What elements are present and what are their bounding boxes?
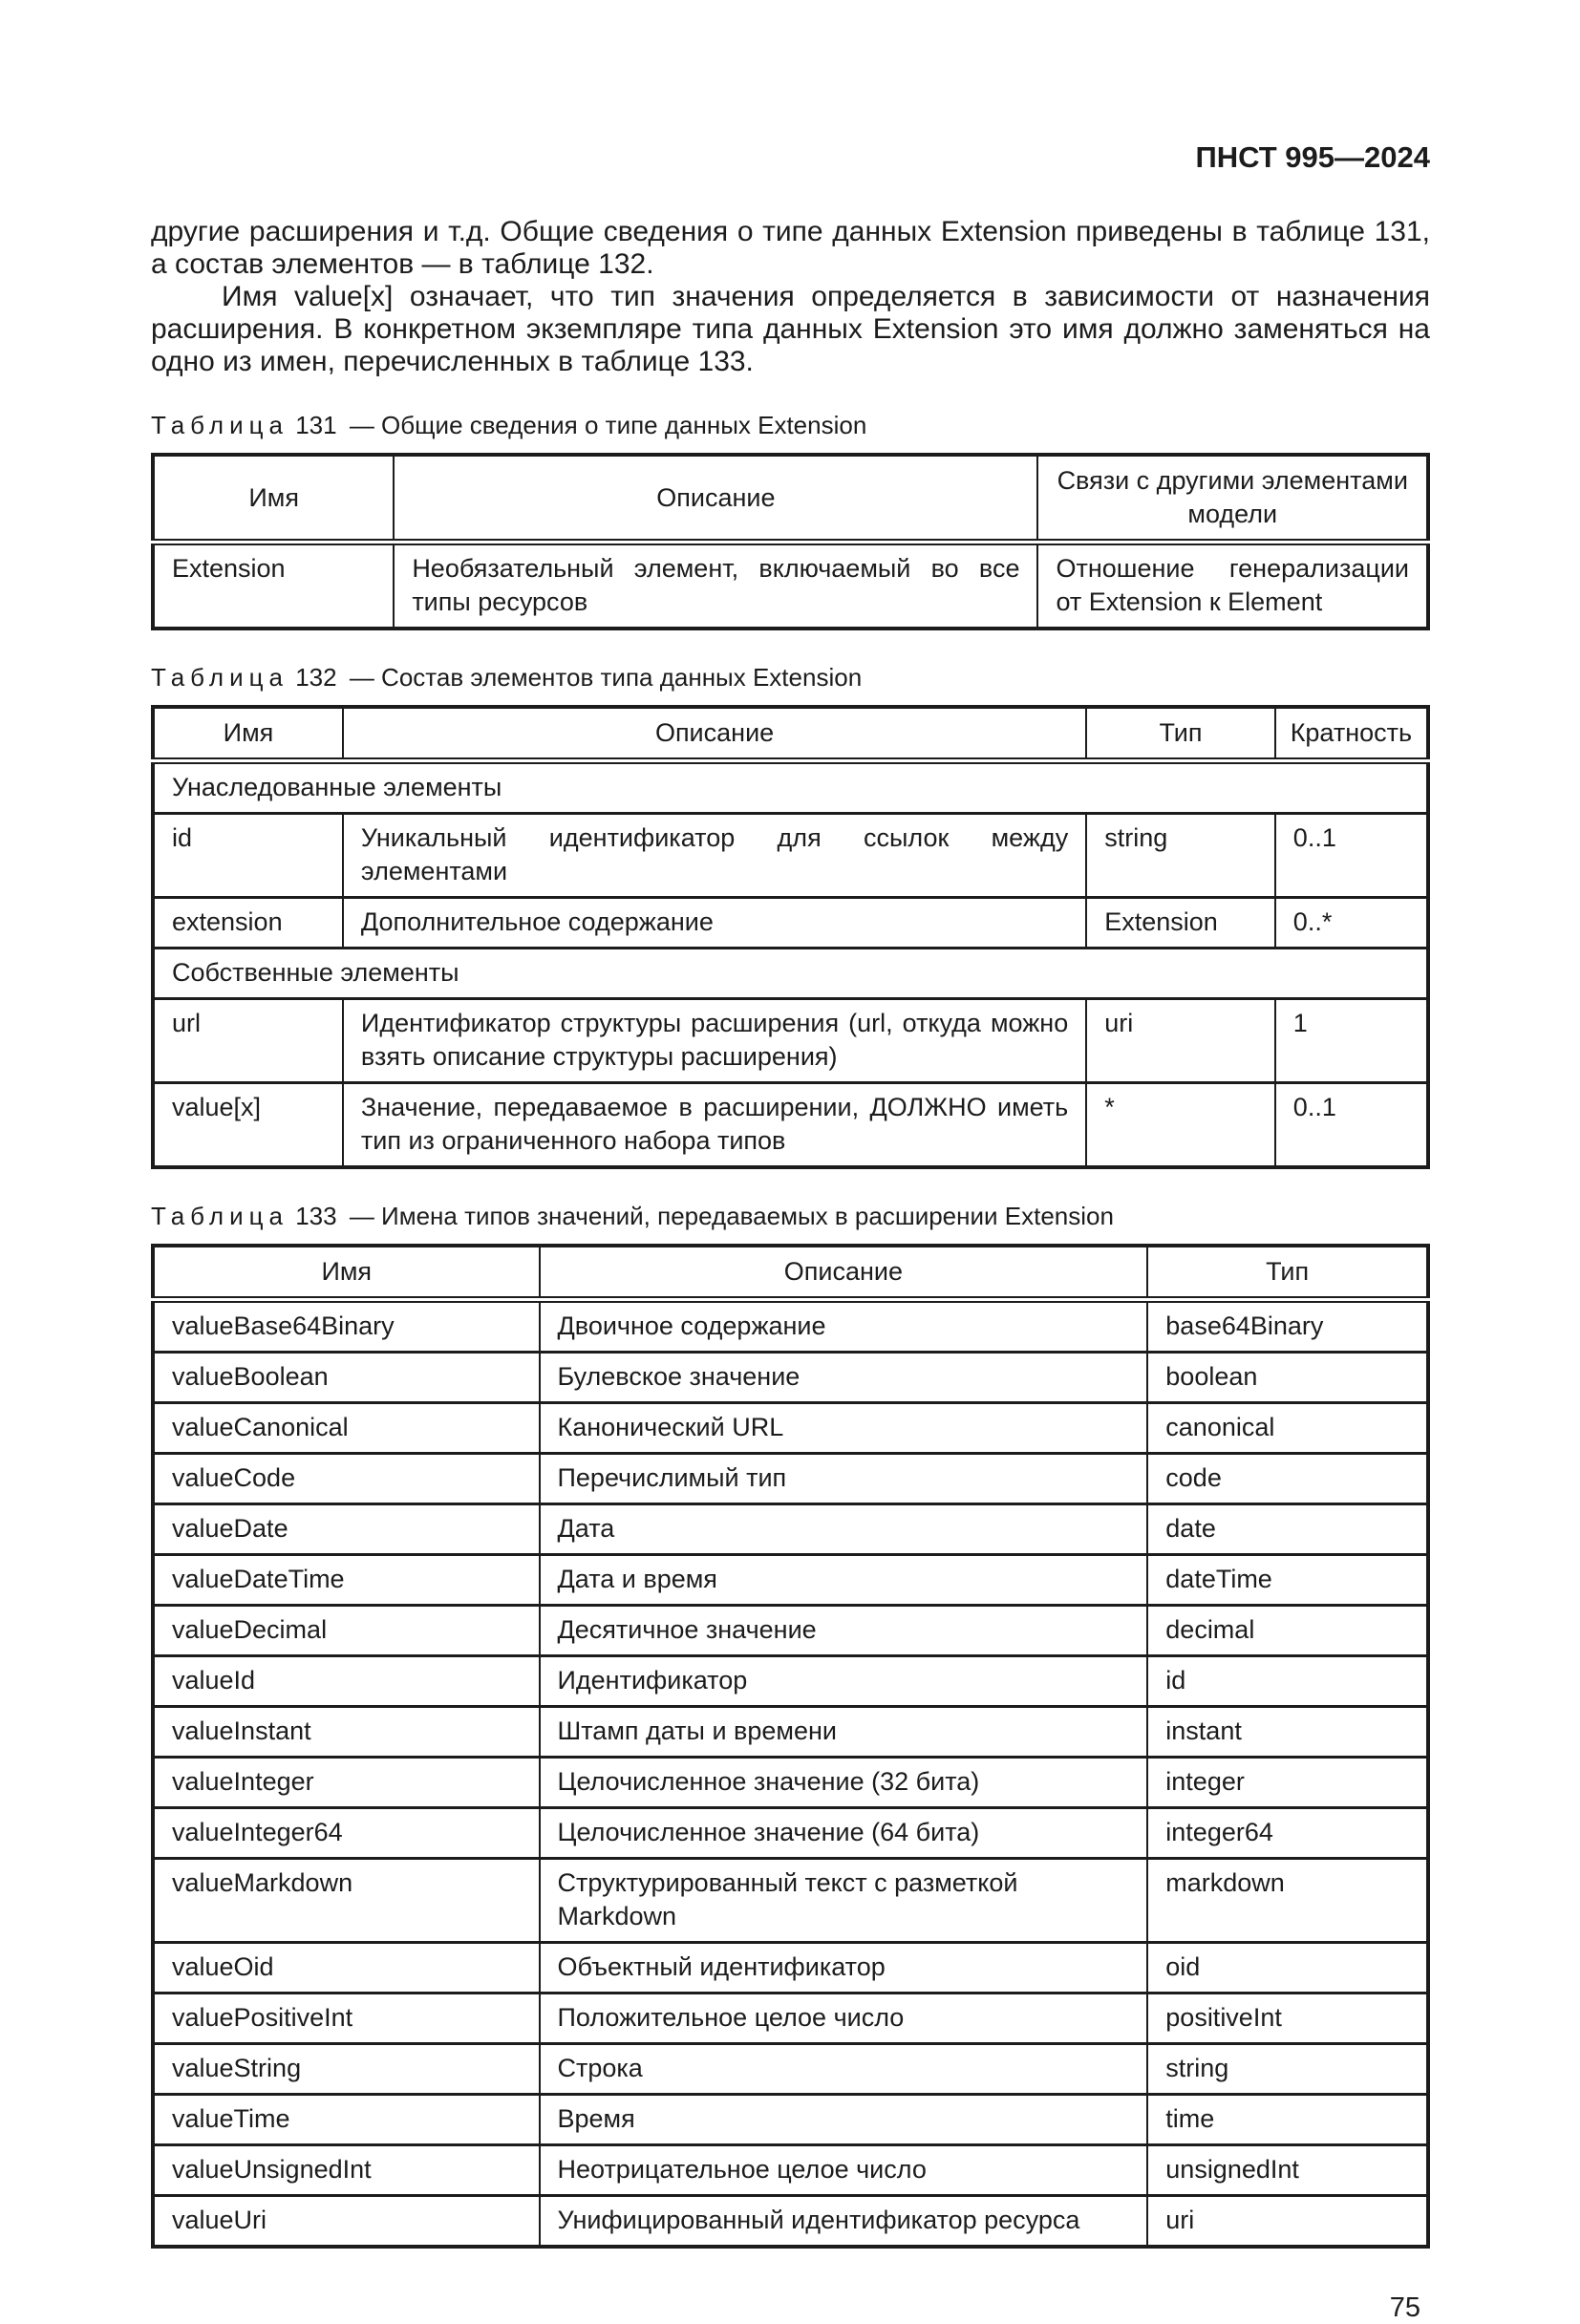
cell-description: Время — [540, 2095, 1148, 2145]
cell-type: time — [1147, 2095, 1428, 2145]
table-row — [153, 814, 1428, 898]
table-row — [153, 999, 1428, 1083]
section-row-inherited — [153, 761, 1428, 814]
paragraph-valuex: Имя value[x] означает, что тип значения определяется в зависимости от назначения расширения. В конкретном экземпляре типа данных Extension это имя должно заменяться на одно из имен, перечисленных в таблице 133. — [151, 281, 1430, 377]
table-row — [153, 1758, 1428, 1808]
table-row — [153, 1300, 1428, 1353]
cell-multiplicity: 0..1 — [1275, 1083, 1428, 1168]
cell-description: Дата — [540, 1504, 1148, 1555]
cell-type: uri — [1086, 999, 1275, 1083]
cell-type: instant — [1147, 1707, 1428, 1758]
cell-description: Целочисленное значение (64 бита) — [540, 1808, 1148, 1859]
column-header-description: Описание — [343, 707, 1086, 761]
cell-type: dateTime — [1147, 1555, 1428, 1606]
cell-description: Десятичное значение — [540, 1606, 1148, 1656]
caption-word: Таблица — [151, 663, 288, 692]
column-header-relations: Связи с другими элементами модели — [1037, 455, 1428, 543]
cell-description: Объектный идентификатор — [540, 1943, 1148, 1994]
cell-name: valueDecimal — [153, 1606, 540, 1656]
cell-description: Дата и время — [540, 1555, 1148, 1606]
cell-name: valueBoolean — [153, 1353, 540, 1403]
section-row-own — [153, 949, 1428, 999]
table-row — [153, 1808, 1428, 1859]
cell-type: * — [1086, 1083, 1275, 1168]
cell-name: valuePositiveInt — [153, 1994, 540, 2044]
cell-description: Идентификатор структуры расширения (url, откуда можно взять описание структуры расширения) — [343, 999, 1086, 1083]
cell-name: valueInteger64 — [153, 1808, 540, 1859]
cell-name: valueUri — [153, 2196, 540, 2248]
cell-name: valueOid — [153, 1943, 540, 1994]
cell-type: date — [1147, 1504, 1428, 1555]
cell-name: valueDateTime — [153, 1555, 540, 1606]
page-number: 75 — [1389, 2292, 1420, 2323]
table-133-header-row — [153, 1246, 1428, 1300]
table-row — [153, 1454, 1428, 1504]
cell-name: value[x] — [153, 1083, 343, 1168]
cell-type: Extension — [1086, 898, 1275, 949]
column-header-name: Имя — [153, 1246, 540, 1300]
table-131 — [151, 453, 1430, 630]
table-row — [153, 2145, 1428, 2196]
caption-title: — Общие сведения о типе данных Extension — [349, 411, 867, 439]
cell-type: canonical — [1147, 1403, 1428, 1454]
column-header-name: Имя — [153, 455, 394, 543]
cell-description: Булевское значение — [540, 1353, 1148, 1403]
cell-name: id — [153, 814, 343, 898]
cell-description: Неотрицательное целое число — [540, 2145, 1148, 2196]
column-header-description: Описание — [540, 1246, 1148, 1300]
cell-description: Положительное целое число — [540, 1994, 1148, 2044]
cell-type: decimal — [1147, 1606, 1428, 1656]
cell-description: Перечислимый тип — [540, 1454, 1148, 1504]
table-133-caption — [151, 1202, 1430, 1230]
caption-number: 132 — [295, 663, 337, 692]
cell-multiplicity: 1 — [1275, 999, 1428, 1083]
cell-name: valueCanonical — [153, 1403, 540, 1454]
table-row — [153, 2044, 1428, 2095]
cell-description: Значение, передаваемое в расширении, ДОЛЖНО иметь тип из ограниченного набора типов — [343, 1083, 1086, 1168]
cell-name: valueTime — [153, 2095, 540, 2145]
column-header-type: Тип — [1086, 707, 1275, 761]
caption-word: Таблица — [151, 1202, 288, 1230]
cell-name: url — [153, 999, 343, 1083]
section-label: Собственные элементы — [153, 949, 1428, 999]
table-131-header-row — [153, 455, 1428, 543]
cell-description: Строка — [540, 2044, 1148, 2095]
section-label: Унаследованные элементы — [153, 761, 1428, 814]
cell-type: positiveInt — [1147, 1994, 1428, 2044]
cell-type: id — [1147, 1656, 1428, 1707]
cell-name: valueUnsignedInt — [153, 2145, 540, 2196]
cell-description: Штамп даты и времени — [540, 1707, 1148, 1758]
table-row — [153, 1555, 1428, 1606]
table-row — [153, 2196, 1428, 2248]
table-row — [153, 1403, 1428, 1454]
cell-description: Дополнительное содержание — [343, 898, 1086, 949]
column-header-description: Описание — [394, 455, 1037, 543]
cell-name: valueId — [153, 1656, 540, 1707]
caption-number: 131 — [295, 411, 337, 439]
cell-name: valueInstant — [153, 1707, 540, 1758]
caption-word: Таблица — [151, 411, 288, 439]
cell-description: Структурированный текст с разметкой Markdown — [540, 1859, 1148, 1943]
cell-description: Канонический URL — [540, 1403, 1148, 1454]
cell-type: markdown — [1147, 1859, 1428, 1943]
table-row — [153, 898, 1428, 949]
cell-type: oid — [1147, 1943, 1428, 1994]
table-row — [153, 543, 1428, 629]
cell-type: unsignedInt — [1147, 2145, 1428, 2196]
cell-multiplicity: 0..* — [1275, 898, 1428, 949]
cell-description: Унифицированный идентификатор ресурса — [540, 2196, 1148, 2248]
cell-type: string — [1147, 2044, 1428, 2095]
document-code-header: ПНСТ 995—2024 — [1195, 140, 1430, 174]
caption-title: — Имена типов значений, передаваемых в расширении Extension — [349, 1202, 1114, 1230]
cell-relations: Отношение генерализации от Extension к Element — [1037, 543, 1428, 629]
cell-name: valueDate — [153, 1504, 540, 1555]
table-133 — [151, 1244, 1430, 2249]
cell-description: Необязательный элемент, включаемый во все типы ресурсов — [394, 543, 1037, 629]
cell-type: boolean — [1147, 1353, 1428, 1403]
cell-name: Extension — [153, 543, 394, 629]
cell-description: Целочисленное значение (32 бита) — [540, 1758, 1148, 1808]
column-header-name: Имя — [153, 707, 343, 761]
cell-type: code — [1147, 1454, 1428, 1504]
table-row — [153, 1083, 1428, 1168]
cell-type: uri — [1147, 2196, 1428, 2248]
table-row — [153, 1859, 1428, 1943]
table-row — [153, 1656, 1428, 1707]
column-header-type: Тип — [1147, 1246, 1428, 1300]
cell-multiplicity: 0..1 — [1275, 814, 1428, 898]
cell-name: valueCode — [153, 1454, 540, 1504]
cell-type: integer64 — [1147, 1808, 1428, 1859]
table-row — [153, 1994, 1428, 2044]
cell-name: valueMarkdown — [153, 1859, 540, 1943]
table-row — [153, 1606, 1428, 1656]
table-132-caption — [151, 663, 1430, 692]
column-header-multiplicity: Кратность — [1275, 707, 1428, 761]
table-131-caption — [151, 411, 1430, 439]
cell-name: valueInteger — [153, 1758, 540, 1808]
table-row — [153, 1943, 1428, 1994]
table-row — [153, 1353, 1428, 1403]
caption-title: — Состав элементов типа данных Extension — [349, 663, 863, 692]
cell-name: valueString — [153, 2044, 540, 2095]
table-row — [153, 1504, 1428, 1555]
paragraph-intro: другие расширения и т.д. Общие сведения о типе данных Extension приведены в таблице 131, а состав элементов — в таблице 132. — [151, 216, 1430, 280]
caption-number: 133 — [295, 1202, 337, 1230]
cell-name: extension — [153, 898, 343, 949]
cell-type: base64Binary — [1147, 1300, 1428, 1353]
table-132-header-row — [153, 707, 1428, 761]
cell-description: Двоичное содержание — [540, 1300, 1148, 1353]
cell-description: Идентификатор — [540, 1656, 1148, 1707]
cell-name: valueBase64Binary — [153, 1300, 540, 1353]
cell-type: string — [1086, 814, 1275, 898]
table-row — [153, 2095, 1428, 2145]
cell-type: integer — [1147, 1758, 1428, 1808]
table-row — [153, 1707, 1428, 1758]
cell-description: Уникальный идентификатор для ссылок между элементами — [343, 814, 1086, 898]
table-132 — [151, 705, 1430, 1169]
